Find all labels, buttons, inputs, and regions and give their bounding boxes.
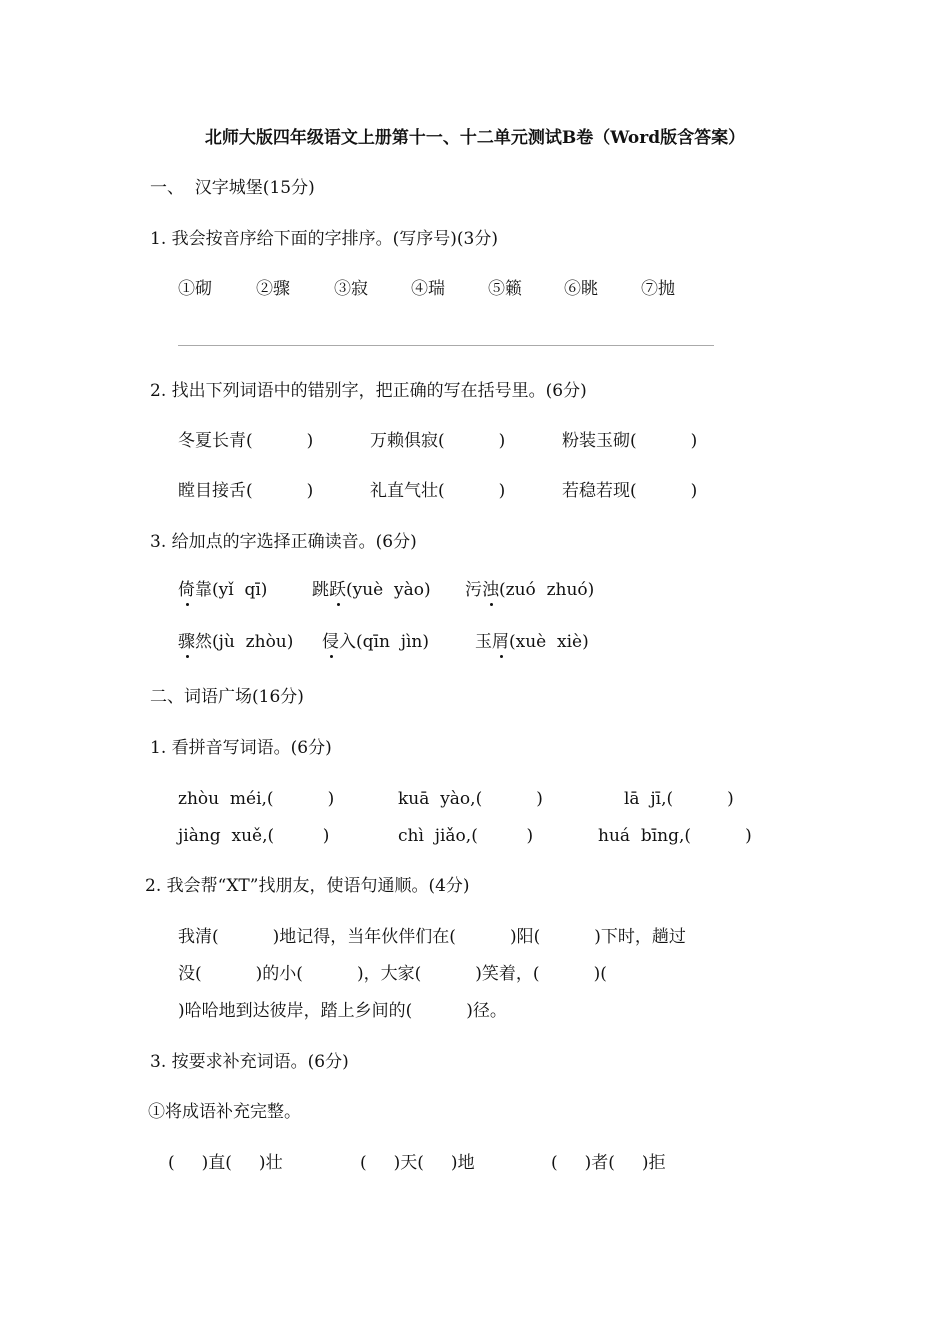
plain-char: 污	[465, 580, 482, 600]
s1-q1-char: ③寂	[334, 279, 368, 299]
dotted-char: 骤	[178, 632, 195, 652]
dotted-char: 跃	[329, 580, 346, 600]
s2-q1-item: huá bīng,( )	[598, 826, 752, 846]
pinyin-choice: 入(qīn jìn)	[339, 632, 429, 652]
s2-q2-line: )哈哈地到达彼岸，踏上乡间的( )径。	[178, 1001, 507, 1021]
s1-q1-prompt: 1. 我会按音序给下面的字排序。(写序号)(3分)	[150, 229, 498, 249]
s2-q1-item: jiàng xuě,( )	[178, 826, 330, 846]
s2-q1-prompt: 1. 看拼音写词语。(6分)	[150, 738, 332, 758]
s2-q3-prompt: 3. 按要求补充词语。(6分)	[150, 1052, 349, 1072]
dotted-char: 屑	[492, 632, 509, 652]
s1-q1-char: ②骤	[256, 279, 290, 299]
plain-char: 玉	[475, 632, 492, 652]
s2-q2-prompt: 2. 我会帮“XT”找朋友，使语句通顺。(4分)	[145, 876, 470, 896]
s2-q1-item: lā jī,( )	[624, 789, 734, 809]
s1-q1-char: ⑦抛	[641, 279, 675, 299]
plain-char: 跳	[312, 580, 329, 600]
pinyin-choice: (xuè xiè)	[509, 632, 589, 652]
s2-q3-idiom: ( )者( )拒	[551, 1153, 666, 1173]
s1-q3-item	[312, 580, 431, 600]
s1-q2-item: 万赖俱寂( )	[370, 431, 506, 451]
s1-q2-item: 若稳若现( )	[562, 481, 698, 501]
s2-q1-item: kuā yào,( )	[398, 789, 543, 809]
section1-heading: 一、 汉字城堡(15分)	[150, 178, 315, 198]
s1-q2-item: 冬夏长青( )	[178, 431, 314, 451]
s2-q1-item: zhòu méi,( )	[178, 789, 335, 809]
s1-q3-item	[465, 580, 594, 600]
pinyin-choice: 靠(yǐ qī)	[195, 580, 268, 600]
s1-q3-item	[475, 632, 589, 652]
s2-q3-idiom: ( )直( )壮	[168, 1153, 283, 1173]
s1-q2-item: 粉装玉砌( )	[562, 431, 698, 451]
s2-q2-line: 我清( )地记得，当年伙伴们在( )阳( )下时，趟过	[178, 927, 686, 947]
s1-q1-char: ④瑞	[411, 279, 445, 299]
section2-heading: 二、词语广场(16分)	[150, 687, 304, 707]
s2-q1-item: chì jiǎo,( )	[398, 826, 534, 846]
answer-line	[178, 345, 714, 346]
s1-q1-char: ⑤籁	[488, 279, 522, 299]
s1-q3-item	[178, 632, 293, 652]
s1-q1-char: ⑥眺	[564, 279, 598, 299]
pinyin-choice: 然(jù zhòu)	[195, 632, 294, 652]
s1-q3-item	[178, 580, 267, 600]
dotted-char: 浊	[482, 580, 499, 600]
s1-q3-prompt: 3. 给加点的字选择正确读音。(6分)	[150, 532, 417, 552]
dotted-char: 侵	[322, 632, 339, 652]
pinyin-choice: (yuè yào)	[346, 580, 431, 600]
s2-q3-sub-prompt: ①将成语补充完整。	[148, 1102, 301, 1122]
s1-q2-item: 瞠目接舌( )	[178, 481, 314, 501]
s1-q2-prompt: 2. 找出下列词语中的错别字，把正确的写在括号里。(6分)	[150, 381, 587, 401]
page-title: 北师大版四年级语文上册第十一、十二单元测试B卷（Word版含答案）	[204, 128, 746, 148]
dotted-char: 倚	[178, 580, 195, 600]
s2-q3-idiom: ( )天( )地	[360, 1153, 475, 1173]
pinyin-choice: (zuó zhuó)	[499, 580, 595, 600]
s1-q2-item: 礼直气壮( )	[370, 481, 506, 501]
s1-q3-item	[322, 632, 429, 652]
s1-q1-char: ①砌	[178, 279, 212, 299]
s2-q2-line: 没( )的小( )，大家( )笑着，( )(	[178, 964, 607, 984]
